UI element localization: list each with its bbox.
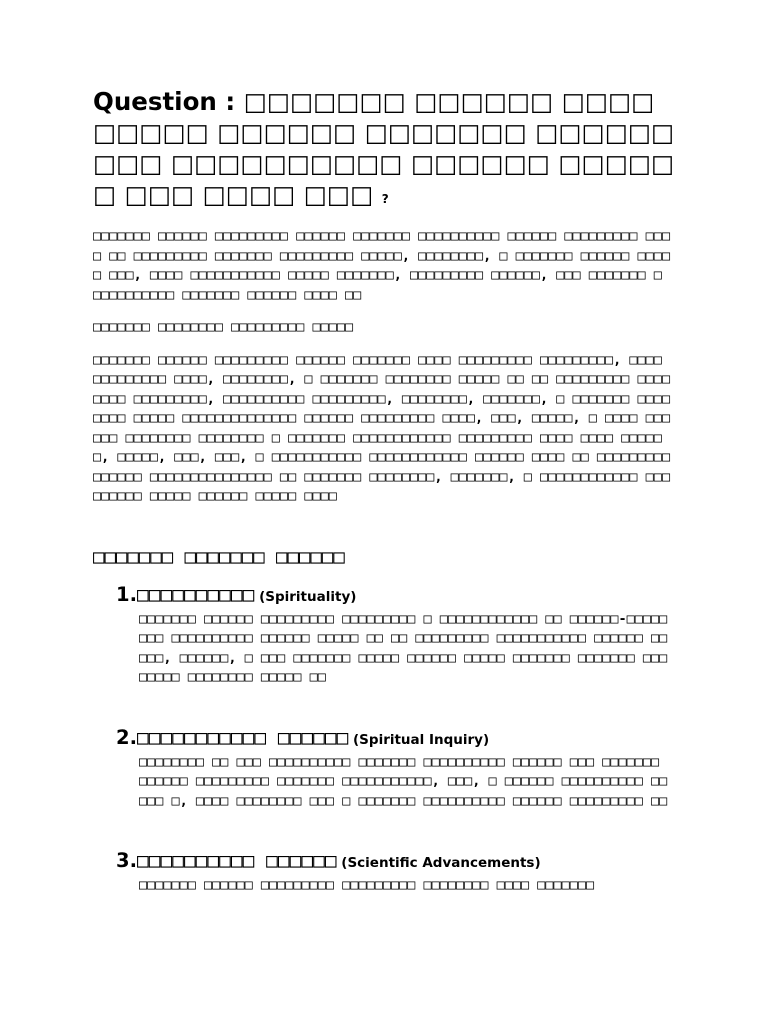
intro-paragraph: □□□□□□□ □□□□□□ □□□□□□□□□ □□□□□□ □□□□□□□ □□□□□□□□□□ □□□□□□ □□□□□□□□□ □□□□ □□ □□□□□□□□□ □□□□□□□ □□□□□□□□□ □□□□□, □□□□□□□□, □ □□□□□□□ □□□□□□ □□□□□ □□□, □□□□ □□□□□□□□□□□ □□□□□ □□□□□□□, □□□□□□□□□ □□□□□□, □□□ □□□□□□□ □ □□□□□□□□□□ □□□□□□□ □□□□□□ □□□□ □□ — [93, 228, 671, 303]
list-item-title — [116, 726, 675, 752]
list-item-number: 3. — [116, 849, 137, 872]
list-item-english: (Scientific Advancements) — [336, 855, 541, 871]
list-item-name: □□□□□□□□□□ □□□□□□ — [136, 849, 337, 872]
question-mark: ? — [381, 192, 389, 206]
list-item-english: (Spirituality) — [254, 588, 357, 605]
list-item — [116, 849, 675, 896]
list-item — [116, 583, 675, 688]
list-item-name: □□□□□□□□□□□ □□□□□□ — [136, 725, 349, 749]
list-item-english: (Spiritual Inquiry) — [348, 731, 490, 748]
list-item-title — [116, 849, 675, 875]
list-item-body: □□□□□□□ □□□□□□ □□□□□□□□□ □□□□□□□□□ □□□□□□□□ □□□□ □□□□□□□ — [139, 877, 595, 893]
list-item-number: 2. — [116, 725, 137, 749]
list-item-number: 1. — [116, 582, 137, 606]
list-item-body: □□□□□□□□ □□ □□□ □□□□□□□□□□ □□□□□□□ □□□□□□□□□□ □□□□□□ □□□ □□□□□□□ □□□□□□ □□□□□□□□□ □□□□□□□ □□□□□□□□□□□, □□□, □ □□□□□□ □□□□□□□□□□ □□□□□ □, □□□□ □□□□□□□□ □□□ □ □□□□□□□ □□□□□□□□□□ □□□□□□ □□□□□□□□□ □□ — [139, 753, 668, 809]
section-heading: □□□□□□□ □□□□□□□ □□□□□□ — [93, 545, 345, 568]
list-item-body: □□□□□□□ □□□□□□ □□□□□□□□□ □□□□□□□□□ □ □□□□□□□□□□□□ □□ □□□□□□-□□□□□□□□ □□□□□□□□□□ □□□□□□ □□□□□ □□ □□ □□□□□□□□□ □□□□□□□□□□□ □□□□□□ □□□□□, □□□□□□, □ □□□ □□□□□□□ □□□□□ □□□□□□ □□□□□ □□□□□□□ □□□□□□□ □□□□□□□□ □□□□□□□□ □□□□□ □□ — [139, 610, 668, 685]
list-item-name: □□□□□□□□□□ — [136, 582, 255, 606]
intro-subline: □□□□□□□ □□□□□□□□ □□□□□□□□□ □□□□□ — [93, 319, 354, 335]
question-heading — [93, 86, 675, 215]
body-paragraph: □□□□□□□ □□□□□□ □□□□□□□□□ □□□□□□ □□□□□□□ □□□□ □□□□□□□□□ □□□□□□□□□, □□□□ □□□□□□□□□ □□□□, □□□□□□□□, □ □□□□□□□ □□□□□□□□ □□□□□ □□ □□ □□□□□□□□□ □□□□□□□□ □□□□□□□□□, □□□□□□□□□□ □□□□□□□□□, □□□□□□□□, □□□□□□□, □ □□□□□□□ □□□□□□□□ □□□□□ □□□□□□□□□□□□□□ □□□□□□ □□□□□□□□□ □□□□, □□□, □□□□□, □ □□□□ □□□□□□ □□□□□□□□ □□□□□□□□ □ □□□□□□□ □□□□□□□□□□□□ □□□□□□□□□ □□□□ □□□□ □□□□□□, □□□□□, □□□, □□□, □ □□□□□□□□□□□ □□□□□□□□□□□□ □□□□□□ □□□□ □□ □□□□□□□□□□□□□□□ □□□□□□□□□□□□□□□ □□ □□□□□□□ □□□□□□□□, □□□□□□□, □ □□□□□□□□□□□□ □□□□□□□□□ □□□□□ □□□□□□ □□□□□ □□□□ — [93, 351, 671, 504]
question-text: □□□□□□□ □□□□□□ □□□□□□□□□ □□□□□□ □□□□□□□ □□□□□□□□□ □□□□□□□□□□ □□□□□□ □□□□□□ □□□ □□□□ □□□ — [93, 87, 675, 209]
list-item-title — [116, 583, 675, 609]
list-item — [116, 726, 675, 812]
question-label: Question : — [93, 87, 244, 116]
document-page — [93, 86, 675, 896]
